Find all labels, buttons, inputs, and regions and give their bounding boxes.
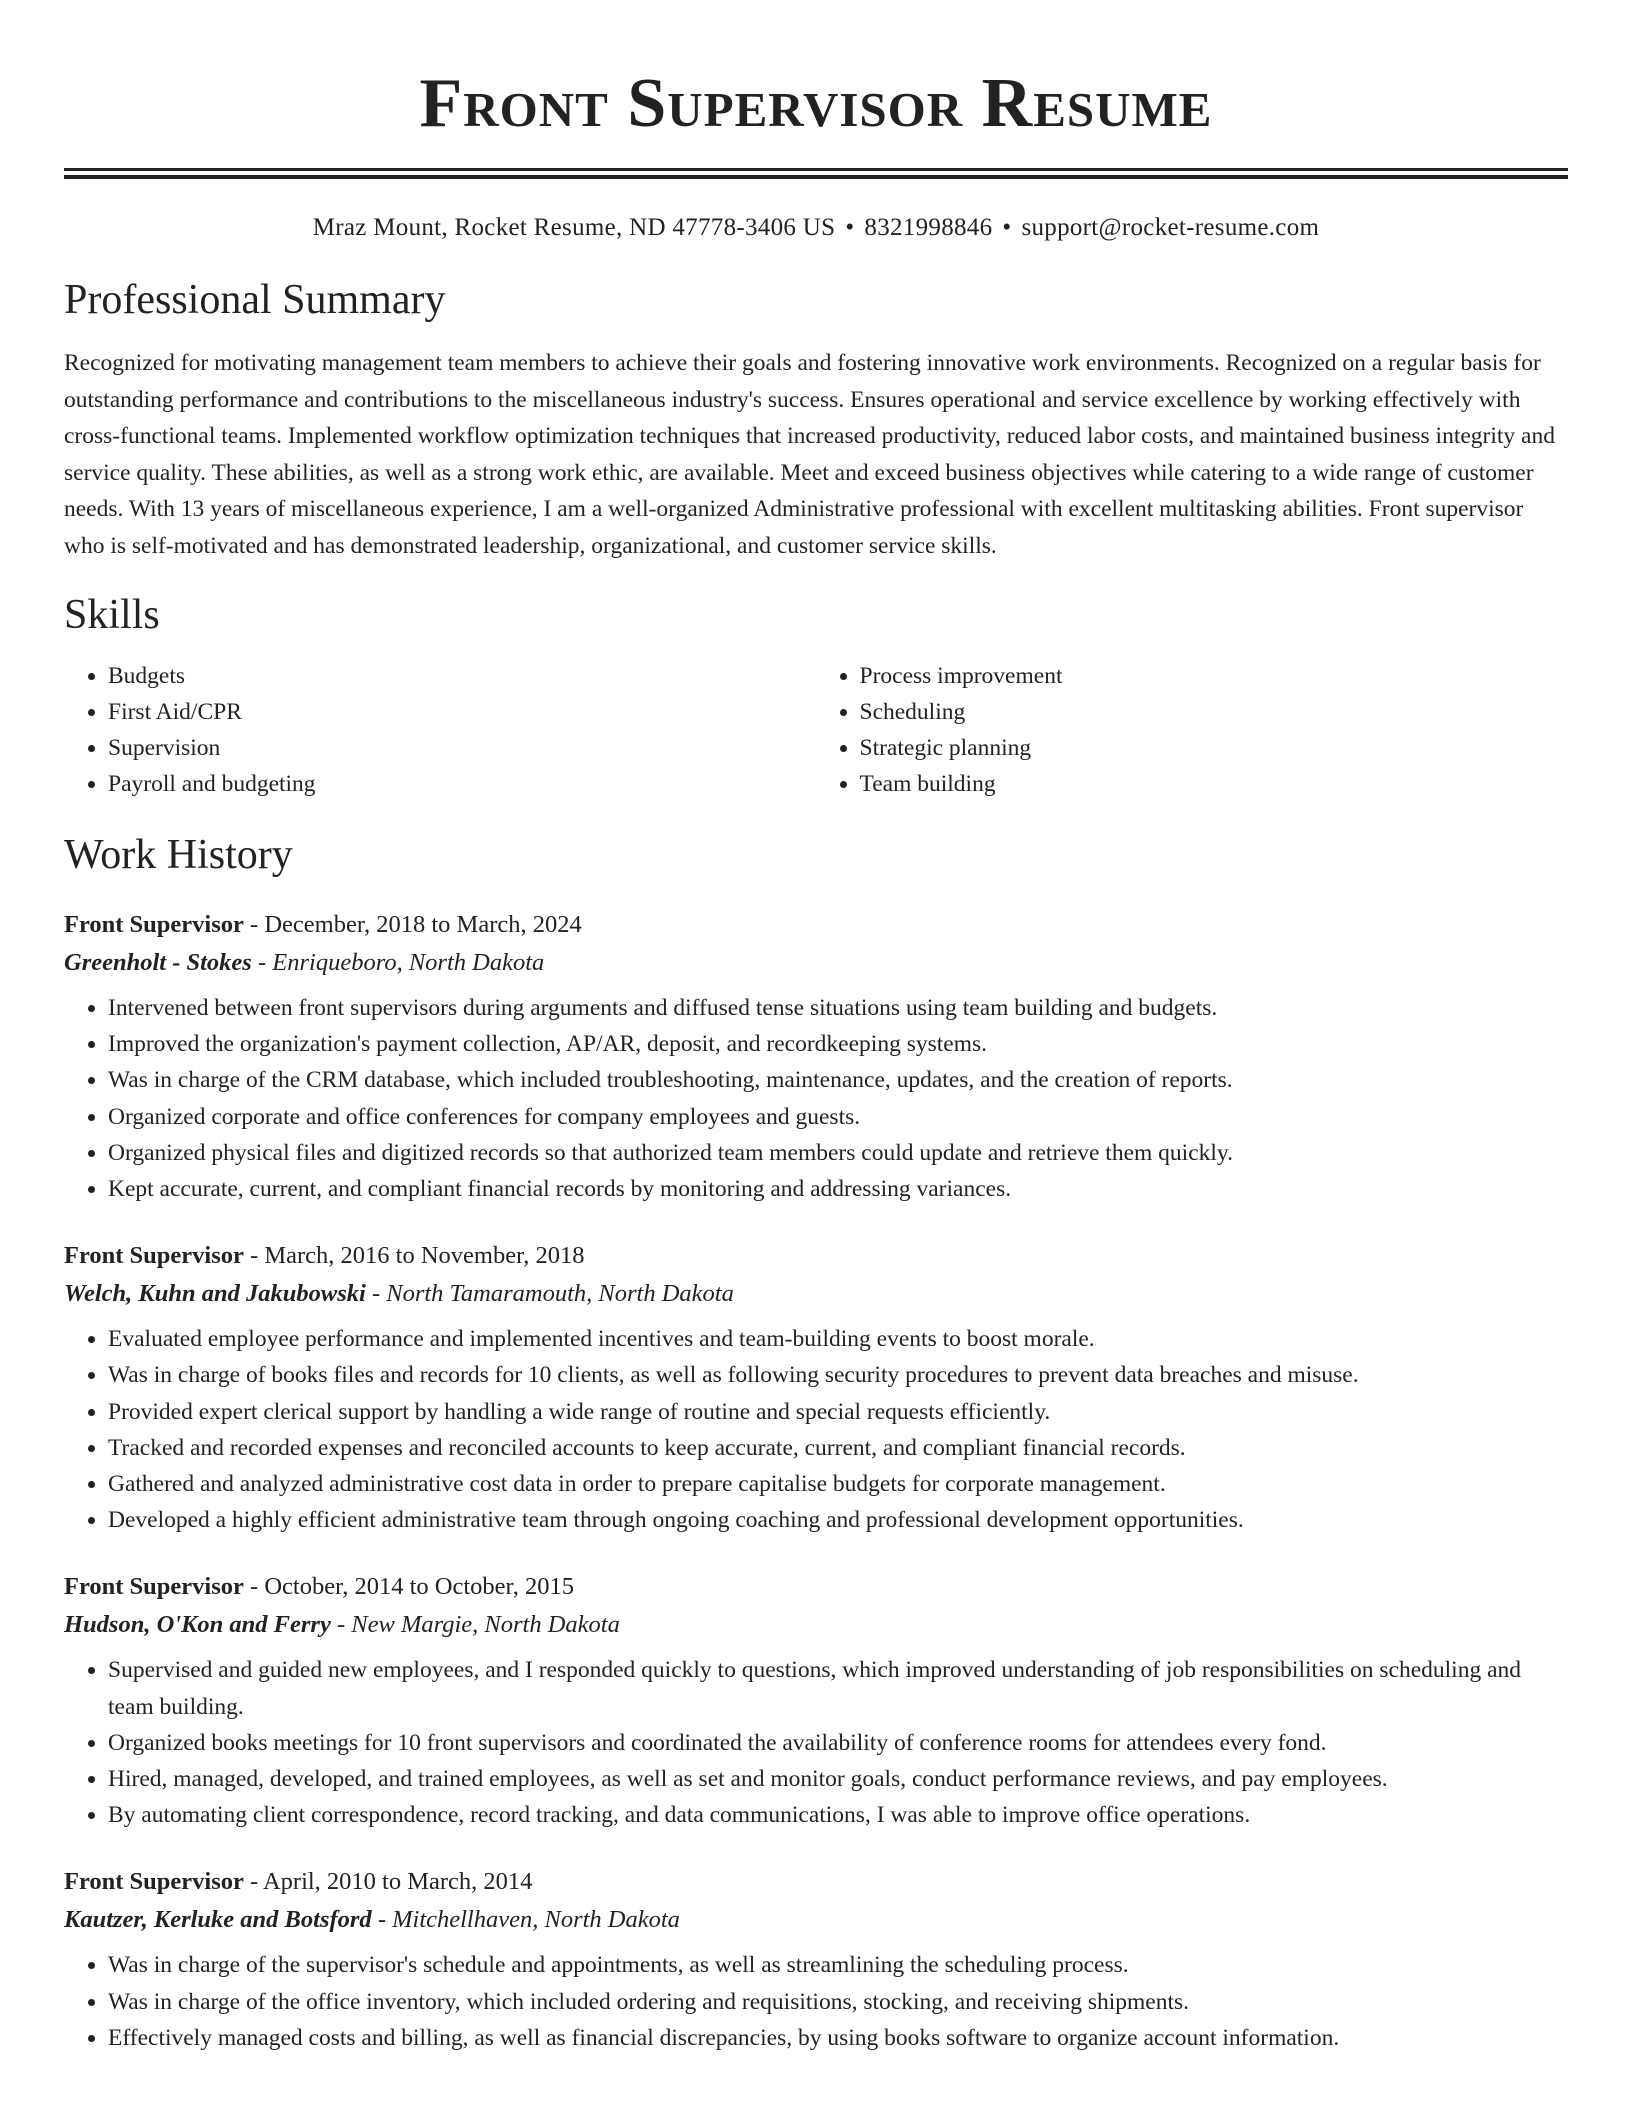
job-bullet: • Kept accurate, current, and compliant financial records by monitoring and addressing variances. <box>108 1171 1568 1207</box>
skill-item: • Budgets <box>108 658 817 694</box>
job-entry <box>64 1568 1568 1833</box>
job-dates: March, 2016 to November, 2018 <box>264 1242 585 1270</box>
contact-separator: • <box>845 214 855 241</box>
job-entry <box>64 906 1568 1207</box>
job-bullet: • Was in charge of the supervisor's schedule and appointments, as well as streamlining the scheduling process. <box>108 1947 1568 1983</box>
job-location: New Margie, North Dakota <box>351 1611 620 1639</box>
job-company: Greenholt - Stokes <box>64 949 252 976</box>
contact-email: support@rocket-resume.com <box>1021 214 1320 241</box>
job-bullet: • Gathered and analyzed administrative cost data in order to prepare capitalise budgets for corporate management. <box>108 1466 1568 1502</box>
skill-item: • Scheduling <box>860 694 1569 730</box>
job-title: Front Supervisor <box>64 911 244 938</box>
job-title-line: Front Supervisor - April, 2010 to March, 2014 <box>64 1868 533 1896</box>
job-location: Mitchellhaven, North Dakota <box>392 1906 680 1934</box>
resume-title: Front Supervisor Resume <box>419 65 1213 142</box>
skills-column-right <box>817 658 1569 802</box>
skill-item: • Strategic planning <box>860 730 1569 766</box>
job-bullet: • Improved the organization's payment collection, AP/AR, deposit, and recordkeeping systems. <box>108 1026 1568 1062</box>
job-dates: October, 2014 to October, 2015 <box>264 1573 574 1601</box>
summary-text: Recognized for motivating management team members to achieve their goals and fostering innovative work environments. Recognized on a regular basis for outstanding performance and contributions to the miscellaneous industry's success. Ensures operational and service excellence by working effectively with cross-functional teams. Implemented workflow optimization techniques that increased productivity, reduced labor costs, and maintained business integrity and service quality. These abilities, as well as a strong work ethic, are available. Meet and exceed business objectives while catering to a wide range of customer needs. With 13 years of miscellaneous experience, I am a well-organized Administrative professional with excellent multitasking abilities. Front supervisor who is self-motivated and has demonstrated leadership, organizational, and customer service skills. <box>64 350 1555 559</box>
job-bullet: • Hired, managed, developed, and trained employees, as well as set and monitor goals, conduct performance reviews, and pay employees. <box>108 1761 1568 1797</box>
contact-line <box>64 213 1568 243</box>
job-dates: April, 2010 to March, 2014 <box>262 1868 533 1896</box>
job-bullet: • Provided expert clerical support by handling a wide range of routine and special requests efficiently. <box>108 1394 1568 1430</box>
skills-list <box>64 658 1568 802</box>
job-bullet: • Intervened between front supervisors during arguments and diffused tense situations using team building and budgets. <box>108 990 1568 1026</box>
job-title: Front Supervisor <box>64 1242 244 1270</box>
job-bullet: • Organized books meetings for 10 front supervisors and coordinated the availability of conference rooms for attendees every fond. <box>108 1725 1568 1761</box>
job-bullet: • By automating client correspondence, record tracking, and data communications, I was able to improve office operations. <box>108 1797 1568 1833</box>
summary-heading: Professional Summary <box>64 277 446 323</box>
job-company-line: Hudson, O'Kon and Ferry - New Margie, North Dakota <box>64 1611 620 1639</box>
job-bullets <box>64 990 1568 1207</box>
skill-item: • First Aid/CPR <box>108 694 817 730</box>
job-company: Welch, Kuhn and Jakubowski <box>64 1280 366 1308</box>
title-divider <box>64 168 1568 179</box>
job-company-line: Kautzer, Kerluke and Botsford - Mitchellhaven, North Dakota <box>64 1906 680 1934</box>
job-bullet: • Organized corporate and office conferences for company employees and guests. <box>108 1099 1568 1135</box>
job-company-line: Welch, Kuhn and Jakubowski - North Tamaramouth, North Dakota <box>64 1280 734 1308</box>
job-company: Kautzer, Kerluke and Botsford <box>64 1906 372 1934</box>
job-bullet: • Was in charge of the CRM database, which included troubleshooting, maintenance, updates, and the creation of reports. <box>108 1062 1568 1098</box>
contact-separator: • <box>1002 214 1012 241</box>
skill-item: • Team building <box>860 766 1569 802</box>
job-company-line: Greenholt - Stokes - Enriqueboro, North Dakota <box>64 949 545 976</box>
job-entry <box>64 1863 1568 2056</box>
job-bullets <box>64 1652 1568 1833</box>
job-bullet: • Was in charge of the office inventory, which included ordering and requisitions, stocking, and receiving shipments. <box>108 1984 1568 2020</box>
job-title: Front Supervisor <box>64 1573 244 1601</box>
job-title-line: Front Supervisor - December, 2018 to March, 2024 <box>64 911 582 938</box>
contact-address: Mraz Mount, Rocket Resume, ND 47778-3406 US <box>312 214 836 241</box>
job-entry <box>64 1237 1568 1538</box>
job-title-line: Front Supervisor - March, 2016 to November, 2018 <box>64 1242 585 1270</box>
job-bullets <box>64 1321 1568 1538</box>
job-bullet: • Effectively managed costs and billing, as well as financial discrepancies, by using books software to organize account information. <box>108 2020 1568 2056</box>
job-bullet: • Organized physical files and digitized records so that authorized team members could update and retrieve them quickly. <box>108 1135 1568 1171</box>
job-bullet: • Evaluated employee performance and implemented incentives and team-building events to boost morale. <box>108 1321 1568 1357</box>
resume-page <box>64 0 1568 2056</box>
job-bullets <box>64 1947 1568 2056</box>
contact-phone: 8321998846 <box>864 214 993 241</box>
work-history-heading: Work History <box>64 832 293 878</box>
job-location: North Tamaramouth, North Dakota <box>386 1280 734 1308</box>
skill-item: • Payroll and budgeting <box>108 766 817 802</box>
job-location: Enriqueboro, North Dakota <box>272 949 545 976</box>
job-bullet: • Supervised and guided new employees, and I responded quickly to questions, which improved understanding of job responsibilities on scheduling and team building. <box>108 1652 1568 1724</box>
job-title-line: Front Supervisor - October, 2014 to October, 2015 <box>64 1573 574 1601</box>
job-bullet: • Tracked and recorded expenses and reconciled accounts to keep accurate, current, and compliant financial records. <box>108 1430 1568 1466</box>
skill-item: • Supervision <box>108 730 817 766</box>
skills-column-left <box>64 658 817 802</box>
job-dates: December, 2018 to March, 2024 <box>264 911 582 938</box>
skill-item: • Process improvement <box>860 658 1569 694</box>
job-company: Hudson, O'Kon and Ferry <box>64 1611 331 1639</box>
job-bullet: • Developed a highly efficient administrative team through ongoing coaching and professional development opportunities. <box>108 1502 1568 1538</box>
job-bullet: • Was in charge of books files and records for 10 clients, as well as following security procedures to prevent data breaches and misuse. <box>108 1357 1568 1393</box>
skills-heading: Skills <box>64 592 160 638</box>
job-title: Front Supervisor <box>64 1868 244 1896</box>
